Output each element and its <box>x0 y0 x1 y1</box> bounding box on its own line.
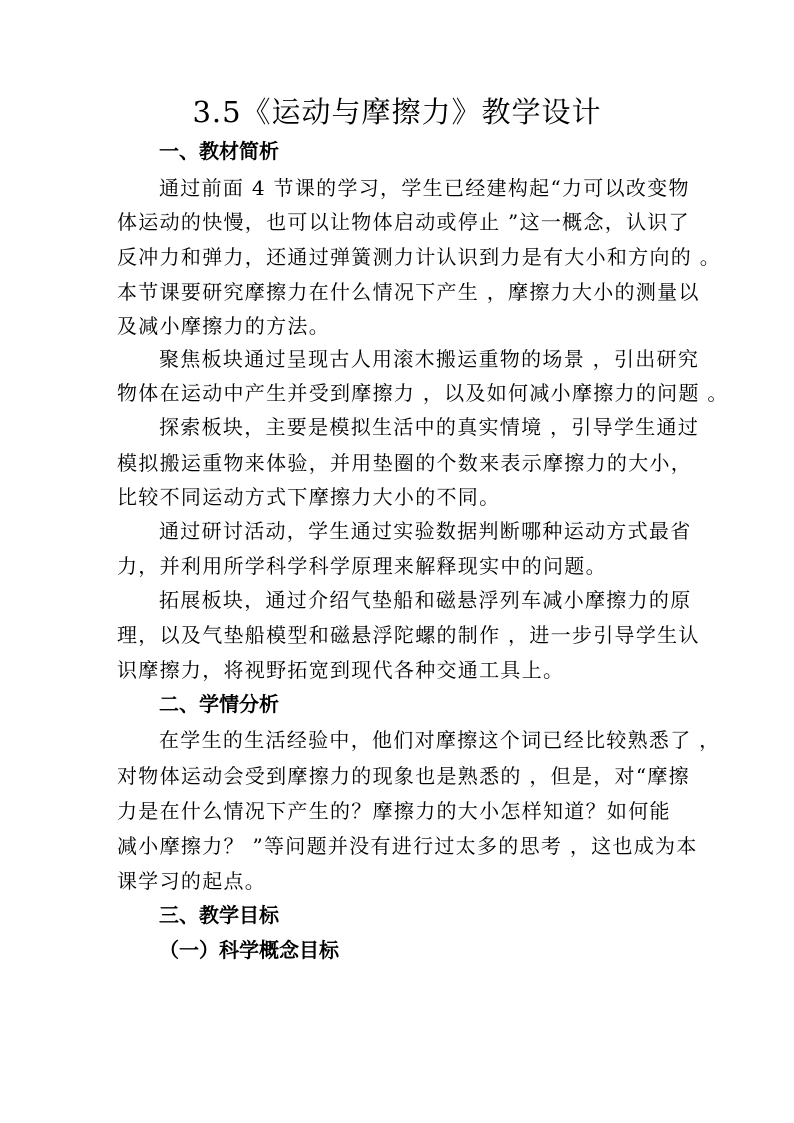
section-heading-learner-analysis: 二、学情分析 <box>159 692 279 716</box>
paragraph-line: 反冲力和弹力，还通过弹簧测力计认识到力是有大小和方向的 。 <box>117 245 722 269</box>
paragraph-line: 探索板块，主要是模拟生活中的真实情境 ，引导学生通过 <box>159 415 700 439</box>
paragraph-line: 力是在什么情况下产生的？摩擦力的大小怎样知道？如何能 <box>117 799 671 823</box>
paragraph-line: 聚焦板块通过呈现古人用滚木搬运重物的场景 ，引出研究 <box>159 347 700 371</box>
document-title: 3.5《运动与摩擦力》教学设计 <box>192 95 602 129</box>
subsection-heading-science-concepts: （一）科学概念目标 <box>159 938 339 962</box>
paragraph-line: 通过研讨活动，学生通过实验数据判断哪种运动方式最省 <box>159 519 692 543</box>
paragraph-line: 及减小摩擦力的方法。 <box>117 314 330 338</box>
paragraph-line: 模拟搬运重物来体验，并用垫圈的个数来表示摩擦力的大小， <box>117 451 693 475</box>
paragraph-line: 比较不同运动方式下摩擦力大小的不同。 <box>117 485 501 509</box>
paragraph-line: 通过前面 4 节课的学习，学生已经建构起“力可以改变物 <box>159 176 690 200</box>
paragraph-line: 物体在运动中产生并受到摩擦力 ，以及如何减小摩擦力的问题 。 <box>117 381 729 405</box>
paragraph-line: 对物体运动会受到摩擦力的现象也是熟悉的 ，但是，对“摩擦 <box>117 764 690 788</box>
paragraph-line: 在学生的生活经验中，他们对摩擦这个词已经比较熟悉了 ， <box>159 728 721 752</box>
paragraph-line: 本节课要研究摩擦力在什么情况下产生 ，摩擦力大小的测量以 <box>117 280 700 304</box>
paragraph-line: 拓展板块，通过介绍气垫船和磁悬浮列车减小摩擦力的原 <box>159 588 692 612</box>
section-heading-teaching-objectives: 三、教学目标 <box>159 903 279 927</box>
paragraph-line: 体运动的快慢，也可以让物体启动或停止 ”这一概念，认识了 <box>117 210 690 234</box>
paragraph-line: 课学习的起点。 <box>117 869 267 893</box>
paragraph-line: 识摩擦力，将视野拓宽到现代各种交通工具上。 <box>117 658 565 682</box>
paragraph-line: 理，以及气垫船模型和磁悬浮陀螺的制作 ，进一步引导学生认 <box>117 623 700 647</box>
paragraph-line: 减小摩擦力？ ”等问题并没有进行过太多的思考 ，这也成为本 <box>117 834 698 858</box>
paragraph-line: 力，并利用所学科学科学原理来解释现实中的问题。 <box>117 554 607 578</box>
section-heading-textbook-analysis: 一、教材简析 <box>159 139 279 163</box>
